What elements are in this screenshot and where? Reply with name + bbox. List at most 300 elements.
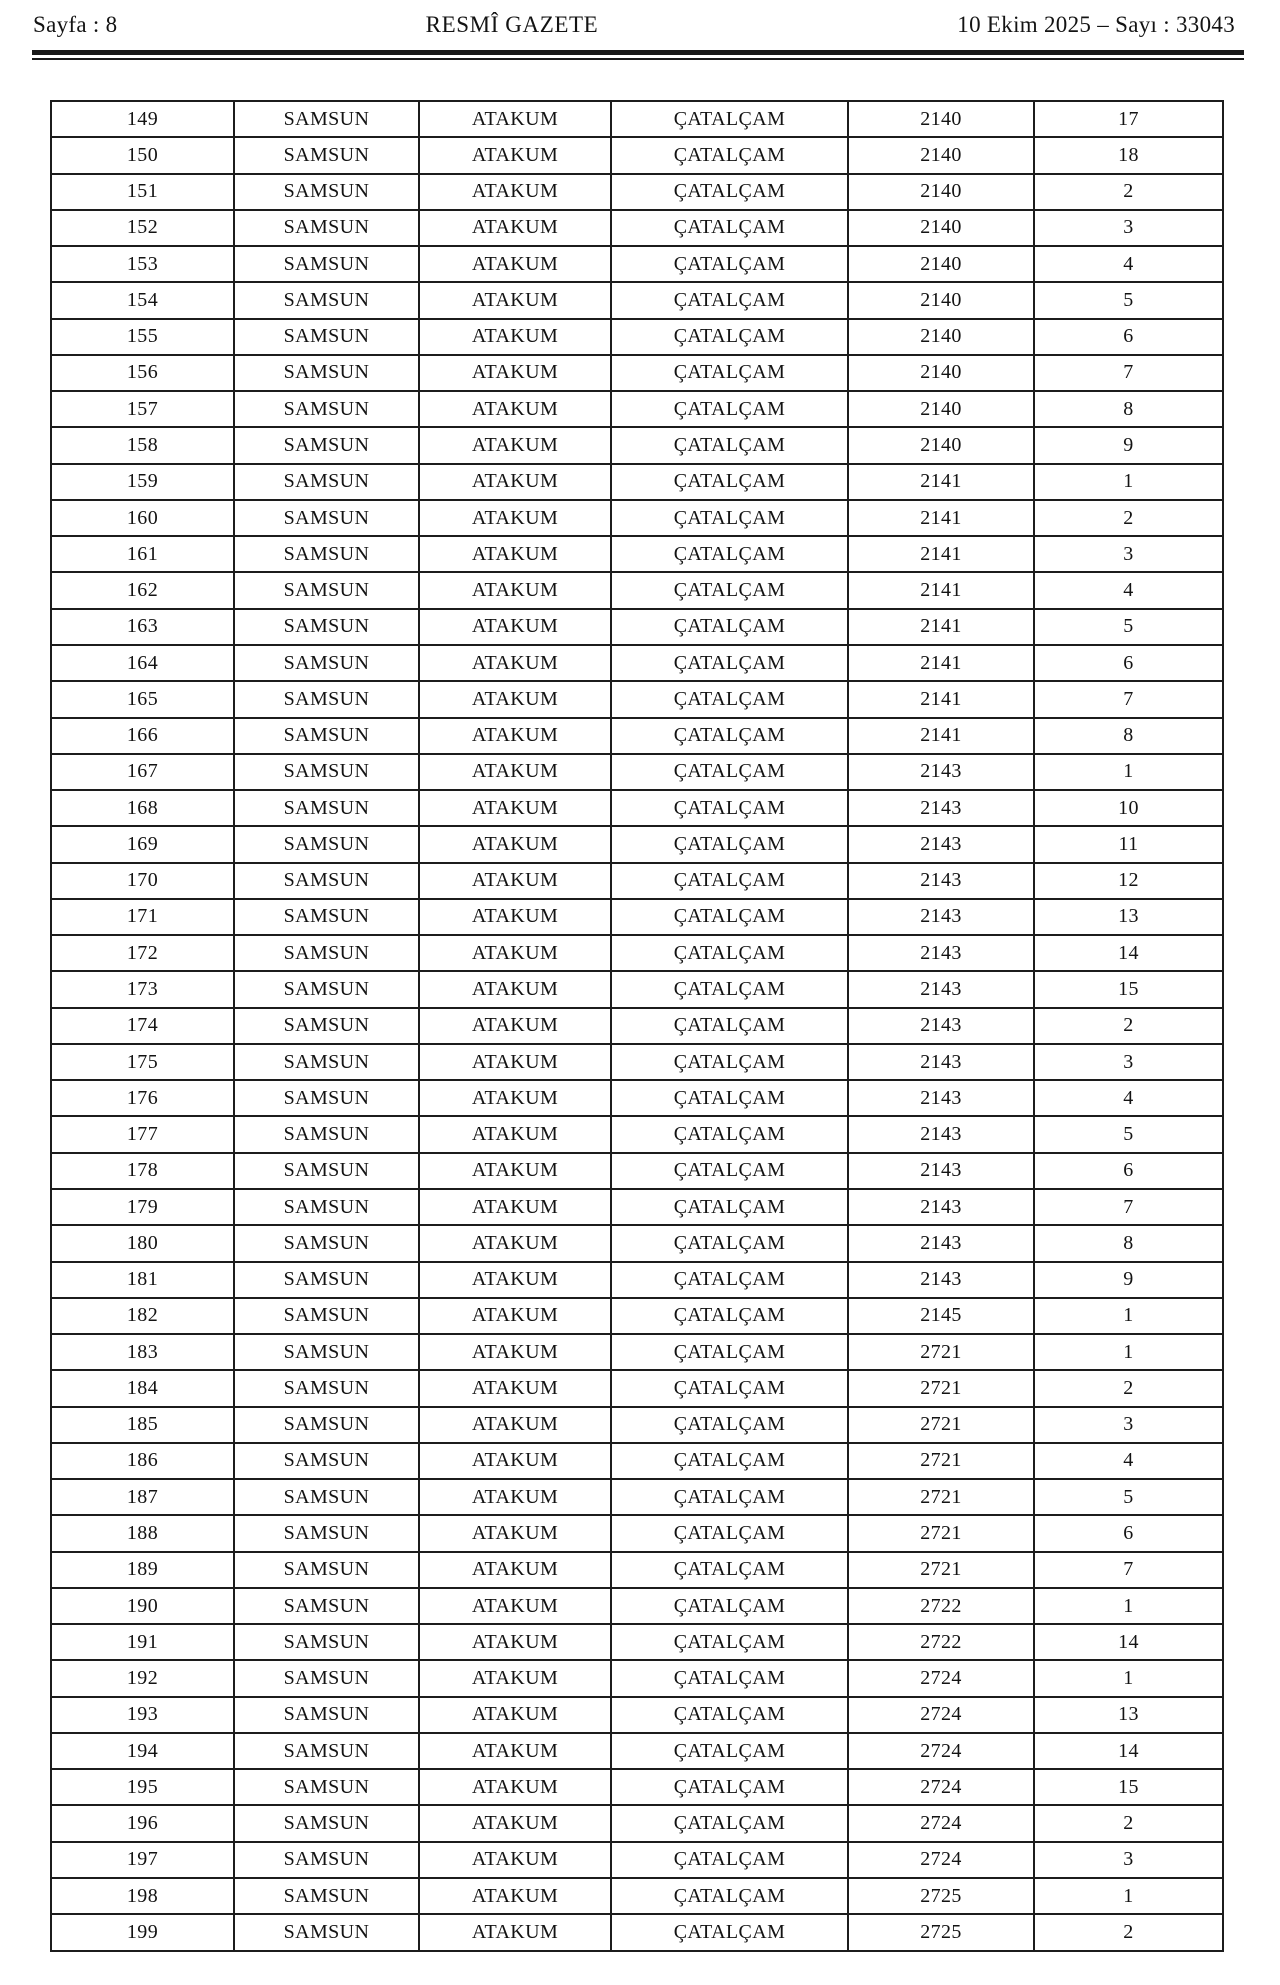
table-row <box>51 609 1223 645</box>
province-cell: SAMSUN <box>234 935 419 971</box>
parcel-number-cell: 5 <box>1034 1479 1223 1515</box>
table-row <box>51 718 1223 754</box>
row-number-cell: 183 <box>51 1334 234 1370</box>
province-cell: SAMSUN <box>234 536 419 572</box>
province-cell: SAMSUN <box>234 1225 419 1261</box>
district-cell: ATAKUM <box>419 609 611 645</box>
table-row <box>51 174 1223 210</box>
row-number-cell: 156 <box>51 355 234 391</box>
district-cell: ATAKUM <box>419 645 611 681</box>
row-number-cell: 158 <box>51 427 234 463</box>
parcel-number-cell: 6 <box>1034 645 1223 681</box>
neighborhood-cell: ÇATALÇAM <box>611 790 848 826</box>
province-cell: SAMSUN <box>234 1080 419 1116</box>
neighborhood-cell: ÇATALÇAM <box>611 609 848 645</box>
parcel-number-cell: 7 <box>1034 681 1223 717</box>
parcel-number-cell: 4 <box>1034 246 1223 282</box>
province-cell: SAMSUN <box>234 863 419 899</box>
district-cell: ATAKUM <box>419 1660 611 1696</box>
row-number-cell: 165 <box>51 681 234 717</box>
district-cell: ATAKUM <box>419 935 611 971</box>
block-number-cell: 2721 <box>848 1334 1034 1370</box>
province-cell: SAMSUN <box>234 1334 419 1370</box>
row-number-cell: 151 <box>51 174 234 210</box>
parcel-number-cell: 6 <box>1034 319 1223 355</box>
neighborhood-cell: ÇATALÇAM <box>611 1116 848 1152</box>
row-number-cell: 181 <box>51 1262 234 1298</box>
neighborhood-cell: ÇATALÇAM <box>611 718 848 754</box>
parcel-number-cell: 14 <box>1034 935 1223 971</box>
parcel-number-cell: 9 <box>1034 1262 1223 1298</box>
row-number-cell: 155 <box>51 319 234 355</box>
parcel-number-cell: 8 <box>1034 391 1223 427</box>
row-number-cell: 192 <box>51 1660 234 1696</box>
province-cell: SAMSUN <box>234 645 419 681</box>
block-number-cell: 2724 <box>848 1733 1034 1769</box>
province-cell: SAMSUN <box>234 790 419 826</box>
province-cell: SAMSUN <box>234 1914 419 1950</box>
district-cell: ATAKUM <box>419 536 611 572</box>
row-number-cell: 154 <box>51 282 234 318</box>
district-cell: ATAKUM <box>419 174 611 210</box>
province-cell: SAMSUN <box>234 1189 419 1225</box>
parcel-number-cell: 13 <box>1034 899 1223 935</box>
parcel-number-cell: 3 <box>1034 536 1223 572</box>
block-number-cell: 2141 <box>848 536 1034 572</box>
table-row <box>51 391 1223 427</box>
district-cell: ATAKUM <box>419 1116 611 1152</box>
row-number-cell: 184 <box>51 1370 234 1406</box>
row-number-cell: 198 <box>51 1878 234 1914</box>
block-number-cell: 2143 <box>848 790 1034 826</box>
neighborhood-cell: ÇATALÇAM <box>611 681 848 717</box>
neighborhood-cell: ÇATALÇAM <box>611 645 848 681</box>
row-number-cell: 178 <box>51 1153 234 1189</box>
row-number-cell: 161 <box>51 536 234 572</box>
parcel-number-cell: 15 <box>1034 1769 1223 1805</box>
parcel-number-cell: 2 <box>1034 1805 1223 1841</box>
neighborhood-cell: ÇATALÇAM <box>611 1225 848 1261</box>
neighborhood-cell: ÇATALÇAM <box>611 1515 848 1551</box>
table-row <box>51 1914 1223 1950</box>
province-cell: SAMSUN <box>234 1842 419 1878</box>
table-row <box>51 1878 1223 1914</box>
table-row <box>51 1660 1223 1696</box>
district-cell: ATAKUM <box>419 1407 611 1443</box>
parcel-number-cell: 1 <box>1034 1334 1223 1370</box>
district-cell: ATAKUM <box>419 1697 611 1733</box>
block-number-cell: 2721 <box>848 1407 1034 1443</box>
neighborhood-cell: ÇATALÇAM <box>611 1370 848 1406</box>
block-number-cell: 2141 <box>848 645 1034 681</box>
parcel-number-cell: 13 <box>1034 1697 1223 1733</box>
parcel-number-cell: 9 <box>1034 427 1223 463</box>
block-number-cell: 2141 <box>848 572 1034 608</box>
neighborhood-cell: ÇATALÇAM <box>611 1262 848 1298</box>
table-row <box>51 536 1223 572</box>
neighborhood-cell: ÇATALÇAM <box>611 319 848 355</box>
block-number-cell: 2143 <box>848 863 1034 899</box>
province-cell: SAMSUN <box>234 1588 419 1624</box>
parcel-number-cell: 18 <box>1034 137 1223 173</box>
block-number-cell: 2140 <box>848 427 1034 463</box>
row-number-cell: 187 <box>51 1479 234 1515</box>
province-cell: SAMSUN <box>234 210 419 246</box>
province-cell: SAMSUN <box>234 1805 419 1841</box>
province-cell: SAMSUN <box>234 1407 419 1443</box>
table-row <box>51 464 1223 500</box>
block-number-cell: 2140 <box>848 319 1034 355</box>
block-number-cell: 2141 <box>848 718 1034 754</box>
table-row <box>51 1479 1223 1515</box>
district-cell: ATAKUM <box>419 863 611 899</box>
table-row <box>51 1008 1223 1044</box>
district-cell: ATAKUM <box>419 391 611 427</box>
district-cell: ATAKUM <box>419 1443 611 1479</box>
parcel-number-cell: 10 <box>1034 790 1223 826</box>
block-number-cell: 2143 <box>848 826 1034 862</box>
neighborhood-cell: ÇATALÇAM <box>611 1878 848 1914</box>
row-number-cell: 150 <box>51 137 234 173</box>
block-number-cell: 2140 <box>848 355 1034 391</box>
block-number-cell: 2140 <box>848 137 1034 173</box>
province-cell: SAMSUN <box>234 1769 419 1805</box>
province-cell: SAMSUN <box>234 1733 419 1769</box>
neighborhood-cell: ÇATALÇAM <box>611 464 848 500</box>
row-number-cell: 159 <box>51 464 234 500</box>
row-number-cell: 188 <box>51 1515 234 1551</box>
parcel-number-cell: 5 <box>1034 609 1223 645</box>
parcel-number-cell: 1 <box>1034 1878 1223 1914</box>
block-number-cell: 2722 <box>848 1624 1034 1660</box>
block-number-cell: 2721 <box>848 1515 1034 1551</box>
row-number-cell: 195 <box>51 1769 234 1805</box>
province-cell: SAMSUN <box>234 355 419 391</box>
district-cell: ATAKUM <box>419 319 611 355</box>
neighborhood-cell: ÇATALÇAM <box>611 1153 848 1189</box>
district-cell: ATAKUM <box>419 1370 611 1406</box>
province-cell: SAMSUN <box>234 1153 419 1189</box>
block-number-cell: 2145 <box>848 1298 1034 1334</box>
neighborhood-cell: ÇATALÇAM <box>611 210 848 246</box>
province-cell: SAMSUN <box>234 1624 419 1660</box>
table-row <box>51 645 1223 681</box>
block-number-cell: 2143 <box>848 1080 1034 1116</box>
district-cell: ATAKUM <box>419 971 611 1007</box>
district-cell: ATAKUM <box>419 754 611 790</box>
province-cell: SAMSUN <box>234 1878 419 1914</box>
table-row <box>51 1552 1223 1588</box>
neighborhood-cell: ÇATALÇAM <box>611 754 848 790</box>
neighborhood-cell: ÇATALÇAM <box>611 1588 848 1624</box>
table-row <box>51 899 1223 935</box>
block-number-cell: 2725 <box>848 1914 1034 1950</box>
table-row <box>51 935 1223 971</box>
parcel-number-cell: 6 <box>1034 1515 1223 1551</box>
row-number-cell: 163 <box>51 609 234 645</box>
neighborhood-cell: ÇATALÇAM <box>611 1660 848 1696</box>
block-number-cell: 2141 <box>848 500 1034 536</box>
records-table-body <box>51 101 1223 1951</box>
neighborhood-cell: ÇATALÇAM <box>611 1008 848 1044</box>
district-cell: ATAKUM <box>419 1552 611 1588</box>
neighborhood-cell: ÇATALÇAM <box>611 174 848 210</box>
row-number-cell: 173 <box>51 971 234 1007</box>
table-row <box>51 282 1223 318</box>
neighborhood-cell: ÇATALÇAM <box>611 1080 848 1116</box>
block-number-cell: 2721 <box>848 1479 1034 1515</box>
province-cell: SAMSUN <box>234 1044 419 1080</box>
block-number-cell: 2724 <box>848 1842 1034 1878</box>
row-number-cell: 164 <box>51 645 234 681</box>
neighborhood-cell: ÇATALÇAM <box>611 899 848 935</box>
neighborhood-cell: ÇATALÇAM <box>611 1624 848 1660</box>
district-cell: ATAKUM <box>419 1080 611 1116</box>
block-number-cell: 2143 <box>848 971 1034 1007</box>
table-row <box>51 754 1223 790</box>
province-cell: SAMSUN <box>234 826 419 862</box>
province-cell: SAMSUN <box>234 681 419 717</box>
district-cell: ATAKUM <box>419 246 611 282</box>
row-number-cell: 182 <box>51 1298 234 1334</box>
parcel-number-cell: 3 <box>1034 1407 1223 1443</box>
block-number-cell: 2724 <box>848 1660 1034 1696</box>
row-number-cell: 191 <box>51 1624 234 1660</box>
block-number-cell: 2725 <box>848 1878 1034 1914</box>
parcel-number-cell: 1 <box>1034 1298 1223 1334</box>
parcel-number-cell: 5 <box>1034 1116 1223 1152</box>
table-row <box>51 500 1223 536</box>
block-number-cell: 2721 <box>848 1443 1034 1479</box>
table-row <box>51 1153 1223 1189</box>
district-cell: ATAKUM <box>419 681 611 717</box>
row-number-cell: 199 <box>51 1914 234 1950</box>
parcel-number-cell: 3 <box>1034 1044 1223 1080</box>
district-cell: ATAKUM <box>419 101 611 137</box>
province-cell: SAMSUN <box>234 174 419 210</box>
block-number-cell: 2724 <box>848 1805 1034 1841</box>
district-cell: ATAKUM <box>419 790 611 826</box>
date-issue-label: 10 Ekim 2025 – Sayı : 33043 <box>957 12 1235 37</box>
province-cell: SAMSUN <box>234 899 419 935</box>
table-row <box>51 1189 1223 1225</box>
row-number-cell: 193 <box>51 1697 234 1733</box>
table-row <box>51 210 1223 246</box>
province-cell: SAMSUN <box>234 1479 419 1515</box>
district-cell: ATAKUM <box>419 718 611 754</box>
province-cell: SAMSUN <box>234 319 419 355</box>
table-row <box>51 1116 1223 1152</box>
district-cell: ATAKUM <box>419 1769 611 1805</box>
parcel-number-cell: 4 <box>1034 1443 1223 1479</box>
table-row <box>51 137 1223 173</box>
parcel-number-cell: 1 <box>1034 464 1223 500</box>
neighborhood-cell: ÇATALÇAM <box>611 101 848 137</box>
parcel-number-cell: 6 <box>1034 1153 1223 1189</box>
row-number-cell: 149 <box>51 101 234 137</box>
table-row <box>51 572 1223 608</box>
province-cell: SAMSUN <box>234 137 419 173</box>
district-cell: ATAKUM <box>419 1334 611 1370</box>
parcel-number-cell: 1 <box>1034 1660 1223 1696</box>
block-number-cell: 2143 <box>848 1225 1034 1261</box>
row-number-cell: 171 <box>51 899 234 935</box>
row-number-cell: 162 <box>51 572 234 608</box>
table-row <box>51 1262 1223 1298</box>
row-number-cell: 186 <box>51 1443 234 1479</box>
neighborhood-cell: ÇATALÇAM <box>611 427 848 463</box>
parcel-number-cell: 8 <box>1034 1225 1223 1261</box>
district-cell: ATAKUM <box>419 1733 611 1769</box>
table-row <box>51 1298 1223 1334</box>
district-cell: ATAKUM <box>419 1878 611 1914</box>
row-number-cell: 170 <box>51 863 234 899</box>
neighborhood-cell: ÇATALÇAM <box>611 1298 848 1334</box>
table-row <box>51 863 1223 899</box>
parcel-number-cell: 17 <box>1034 101 1223 137</box>
neighborhood-cell: ÇATALÇAM <box>611 1552 848 1588</box>
gazette-title: RESMÎ GAZETE <box>425 12 599 37</box>
parcel-number-cell: 4 <box>1034 572 1223 608</box>
header-double-rule <box>32 50 1244 60</box>
province-cell: SAMSUN <box>234 101 419 137</box>
province-cell: SAMSUN <box>234 1552 419 1588</box>
row-number-cell: 157 <box>51 391 234 427</box>
neighborhood-cell: ÇATALÇAM <box>611 282 848 318</box>
province-cell: SAMSUN <box>234 572 419 608</box>
parcel-number-cell: 1 <box>1034 754 1223 790</box>
province-cell: SAMSUN <box>234 282 419 318</box>
province-cell: SAMSUN <box>234 427 419 463</box>
neighborhood-cell: ÇATALÇAM <box>611 137 848 173</box>
block-number-cell: 2140 <box>848 246 1034 282</box>
neighborhood-cell: ÇATALÇAM <box>611 1189 848 1225</box>
parcel-number-cell: 2 <box>1034 500 1223 536</box>
block-number-cell: 2724 <box>848 1769 1034 1805</box>
province-cell: SAMSUN <box>234 464 419 500</box>
table-row <box>51 1407 1223 1443</box>
neighborhood-cell: ÇATALÇAM <box>611 355 848 391</box>
table-row <box>51 1225 1223 1261</box>
table-row <box>51 681 1223 717</box>
block-number-cell: 2143 <box>848 1153 1034 1189</box>
neighborhood-cell: ÇATALÇAM <box>611 971 848 1007</box>
neighborhood-cell: ÇATALÇAM <box>611 1769 848 1805</box>
parcel-number-cell: 2 <box>1034 1914 1223 1950</box>
parcel-number-cell: 14 <box>1034 1624 1223 1660</box>
province-cell: SAMSUN <box>234 1515 419 1551</box>
neighborhood-cell: ÇATALÇAM <box>611 1914 848 1950</box>
province-cell: SAMSUN <box>234 718 419 754</box>
district-cell: ATAKUM <box>419 464 611 500</box>
district-cell: ATAKUM <box>419 1588 611 1624</box>
page-number-label: Sayfa : 8 <box>33 12 118 37</box>
row-number-cell: 180 <box>51 1225 234 1261</box>
district-cell: ATAKUM <box>419 1044 611 1080</box>
parcel-number-cell: 7 <box>1034 1189 1223 1225</box>
table-row <box>51 1044 1223 1080</box>
row-number-cell: 168 <box>51 790 234 826</box>
neighborhood-cell: ÇATALÇAM <box>611 1334 848 1370</box>
row-number-cell: 176 <box>51 1080 234 1116</box>
table-row <box>51 427 1223 463</box>
block-number-cell: 2143 <box>848 899 1034 935</box>
row-number-cell: 153 <box>51 246 234 282</box>
block-number-cell: 2140 <box>848 101 1034 137</box>
parcel-number-cell: 2 <box>1034 1008 1223 1044</box>
row-number-cell: 196 <box>51 1805 234 1841</box>
block-number-cell: 2724 <box>848 1697 1034 1733</box>
district-cell: ATAKUM <box>419 210 611 246</box>
district-cell: ATAKUM <box>419 500 611 536</box>
block-number-cell: 2143 <box>848 1262 1034 1298</box>
table-row <box>51 319 1223 355</box>
row-number-cell: 169 <box>51 826 234 862</box>
row-number-cell: 185 <box>51 1407 234 1443</box>
neighborhood-cell: ÇATALÇAM <box>611 1805 848 1841</box>
district-cell: ATAKUM <box>419 1153 611 1189</box>
table-row <box>51 1697 1223 1733</box>
district-cell: ATAKUM <box>419 1479 611 1515</box>
parcel-number-cell: 2 <box>1034 174 1223 210</box>
block-number-cell: 2141 <box>848 609 1034 645</box>
block-number-cell: 2140 <box>848 282 1034 318</box>
province-cell: SAMSUN <box>234 971 419 1007</box>
province-cell: SAMSUN <box>234 1298 419 1334</box>
table-row <box>51 1842 1223 1878</box>
parcel-number-cell: 5 <box>1034 282 1223 318</box>
neighborhood-cell: ÇATALÇAM <box>611 500 848 536</box>
neighborhood-cell: ÇATALÇAM <box>611 1733 848 1769</box>
province-cell: SAMSUN <box>234 609 419 645</box>
table-row <box>51 1334 1223 1370</box>
neighborhood-cell: ÇATALÇAM <box>611 863 848 899</box>
district-cell: ATAKUM <box>419 1189 611 1225</box>
district-cell: ATAKUM <box>419 282 611 318</box>
block-number-cell: 2143 <box>848 935 1034 971</box>
block-number-cell: 2140 <box>848 174 1034 210</box>
district-cell: ATAKUM <box>419 427 611 463</box>
neighborhood-cell: ÇATALÇAM <box>611 536 848 572</box>
block-number-cell: 2143 <box>848 1044 1034 1080</box>
table-row <box>51 1080 1223 1116</box>
neighborhood-cell: ÇATALÇAM <box>611 572 848 608</box>
neighborhood-cell: ÇATALÇAM <box>611 246 848 282</box>
table-row <box>51 1769 1223 1805</box>
parcel-number-cell: 14 <box>1034 1733 1223 1769</box>
row-number-cell: 194 <box>51 1733 234 1769</box>
row-number-cell: 167 <box>51 754 234 790</box>
block-number-cell: 2143 <box>848 754 1034 790</box>
block-number-cell: 2722 <box>848 1588 1034 1624</box>
district-cell: ATAKUM <box>419 1262 611 1298</box>
neighborhood-cell: ÇATALÇAM <box>611 1842 848 1878</box>
neighborhood-cell: ÇATALÇAM <box>611 391 848 427</box>
parcel-number-cell: 7 <box>1034 355 1223 391</box>
row-number-cell: 189 <box>51 1552 234 1588</box>
parcel-number-cell: 15 <box>1034 971 1223 1007</box>
province-cell: SAMSUN <box>234 1262 419 1298</box>
district-cell: ATAKUM <box>419 355 611 391</box>
neighborhood-cell: ÇATALÇAM <box>611 826 848 862</box>
table-row <box>51 246 1223 282</box>
block-number-cell: 2721 <box>848 1370 1034 1406</box>
table-row <box>51 971 1223 1007</box>
row-number-cell: 175 <box>51 1044 234 1080</box>
district-cell: ATAKUM <box>419 1805 611 1841</box>
row-number-cell: 174 <box>51 1008 234 1044</box>
district-cell: ATAKUM <box>419 1842 611 1878</box>
